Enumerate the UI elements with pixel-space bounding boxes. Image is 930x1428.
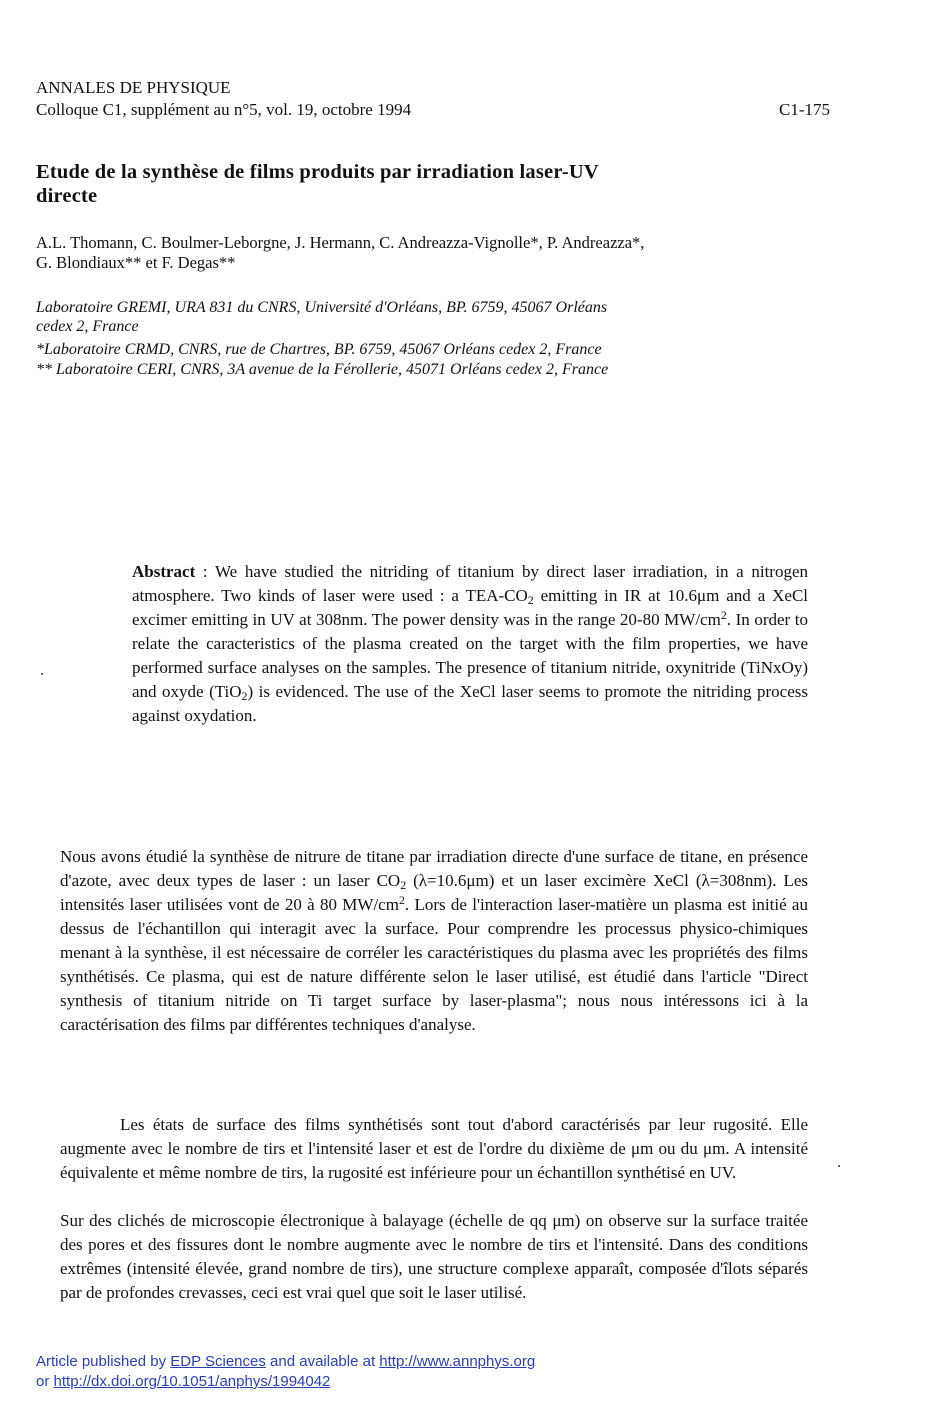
abstract-text-3: . In order to relate the caracteristics of the plasma created on the target with the film properties, we have performed surface analyses on the samples. The presence of titanium nitride, oxynitride (TiNxOy) and oxyde (TiO: [132, 610, 808, 701]
footer-middle: and available at: [265, 1353, 380, 1370]
footer-or: or: [36, 1373, 54, 1390]
author-list: [36, 233, 836, 273]
publisher-link[interactable]: EDP Sciences: [170, 1353, 266, 1370]
journal-url-link[interactable]: http://www.annphys.org: [379, 1353, 536, 1370]
p1-text-1: Nous avons étudié la synthèse de nitrure de titane par irradiation directe d'une surface de titane, en présence d'azote, avec deux types de laser : un laser CO: [60, 847, 808, 890]
superscript-cm2: 2: [398, 893, 405, 907]
p1-text-3: . Lors de l'interaction laser-matière un plasma est initié au dessus de l'échantillon qui interagit avec la surface. Pour comprendre les processus physico-chimiques menant à la synthèse, il est nécessaire de corréler les caractéristiques du plasma avec les propriétés des films synthétisés. Ce plasma, qui est de nature différente selon le laser utilisé, est étudié dans l'article "Direct synthesis of titanium nitride on Ti target surface by laser-plasma"; nous nous intéressons ici à la caractérisation des films par différentes techniques d'analyse.: [60, 895, 808, 1034]
abstract-separator: :: [195, 562, 215, 581]
affiliation-gremi-line-2: cedex 2, France: [36, 318, 139, 335]
title-line-1: Etude de la synthèse de films produits par irradiation laser-UV: [36, 161, 599, 183]
abstract-text-4: ) is evidenced. The use of the XeCl laser seems to promote the nitriding process against oxydation.: [132, 682, 808, 725]
scan-speck: [41, 673, 43, 675]
p1-text-2: (λ=10.6μm) et un laser excimère XeCl (λ=308nm). Les intensités laser utilisées vont de 20 à 80 MW/cm: [60, 871, 808, 914]
body-paragraph-2: Les états de surface des films synthétisés sont tout d'abord caractérisés par leur rugosité. Elle augmente avec le nombre de tirs et l'intensité laser et est de l'ordre du dixième de μm ou du μm. A intensité équivalente et même nombre de tirs, la rugosité est inférieure pour un échantillon synthétisé en UV.: [60, 1115, 808, 1182]
title-line-2: directe: [36, 185, 98, 207]
abstract-text-2: emitting in IR at 10.6μm and a XeCl excimer emitting in UV at 308nm. The power density was in the range 20-80 MW/cm: [132, 586, 809, 629]
footer-line-1: [36, 1353, 535, 1371]
subscript-tio2: 2: [241, 689, 248, 703]
abstract-text-1: We have studied the nitriding of titanium by direct laser irradiation, in a nitrogen atmosphere. Two kinds of laser were used : a TEA-CO: [132, 562, 808, 605]
footer-prefix: Article published by: [36, 1353, 171, 1370]
footer-line-2: [36, 1373, 330, 1391]
superscript-cm2: 2: [720, 608, 727, 622]
colloque-reference: Colloque C1, supplément au n°5, vol. 19, octobre 1994: [36, 100, 412, 119]
affiliation-gremi-line-1: Laboratoire GREMI, URA 831 du CNRS, Université d'Orléans, BP. 6759, 45067 Orléans: [36, 299, 608, 316]
doi-link[interactable]: http://dx.doi.org/10.1051/anphys/1994042: [53, 1373, 331, 1390]
body-paragraph-1: [60, 845, 808, 1037]
scan-speck: [838, 1165, 840, 1167]
subscript-co2: 2: [400, 878, 407, 892]
authors-line-2: G. Blondiaux** et F. Degas**: [36, 253, 236, 272]
body-paragraph-3: Sur des clichés de microscopie électronique à balayage (échelle de qq μm) on observe sur la surface traitée des pores et des fissures dont le nombre augmente avec le nombre de tirs et l'intensité. Dans des conditions extrêmes (intensité élevée, grand nombre de tirs), une structure complexe apparaît, composée d'îlots séparés par de profondes crevasses, ceci est vrai quel que soit le laser utilisé.: [60, 1211, 808, 1302]
authors-line-1: A.L. Thomann, C. Boulmer-Leborgne, J. Hermann, C. Andreazza-Vignolle*, P. Andreazza*,: [36, 233, 645, 252]
abstract-label: Abstract: [132, 562, 196, 581]
affiliation-gremi: [36, 298, 836, 336]
paper-title: [36, 160, 796, 208]
affiliation-crmd: *Laboratoire CRMD, CNRS, rue de Chartres, BP. 6759, 45067 Orléans cedex 2, France: [36, 341, 602, 358]
affiliation-ceri: ** Laboratoire CERI, CNRS, 3A avenue de la Férollerie, 45071 Orléans cedex 2, France: [36, 361, 609, 378]
page-number: C1-175: [779, 100, 830, 119]
journal-name: ANNALES DE PHYSIQUE: [36, 78, 231, 97]
subscript-co2: 2: [527, 593, 534, 607]
abstract: [132, 560, 808, 728]
